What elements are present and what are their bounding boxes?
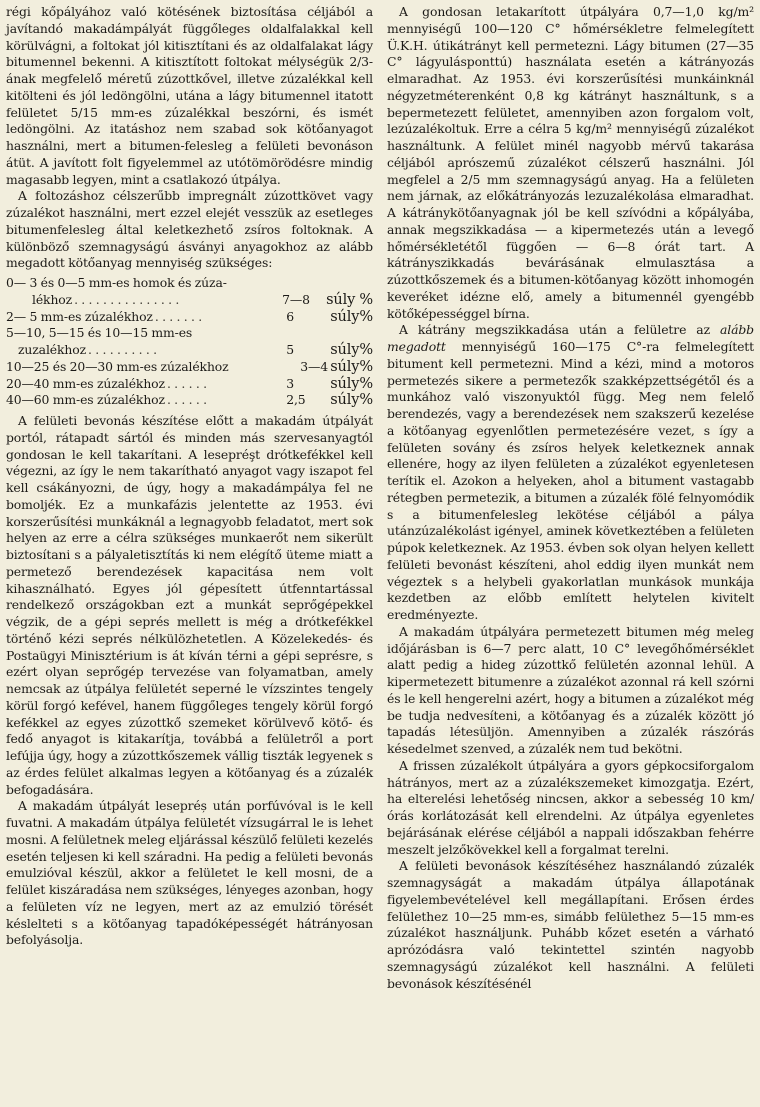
table-row-label: lékhoz — [32, 291, 73, 307]
table-row-value: 2,5 — [286, 392, 306, 408]
paragraph-left-1: régi kőpályához való kötésének biztosítása céljából a javítandó makadámpályát függőleges oldalfalakkal kell körülvágni, a foltokat jól kitisztítani és az oldalfalakat lágy bitumennel bekenni. A kitisztított foltokat mélységük 2/3-ának megfelelő méretű zúzottkővel, illetve zúzalékkal kell kitölteni és jól ledöngölni, utána a lágy bitumennel itatott felületet 5/15 mm-es zúzalékkal beszórni, és ismét ledöngölni. Az itatáshoz nem szabad sok kötőanyagot használni, mert a bitumen-felesleg a felületi bevonáson átüt. A javított folt figyelemmel az utótömörödésre mindig magasabb legyen, mint a csatlakozó útpálya. — [6, 4, 373, 187]
paragraph-left-2: A foltozáshoz célszerűbb impregnált zúzottkövet vagy zúzalékot használni, mert ezzel elejét vesszük az esetleges bitumenfelesleg által keletkezhető zsíros foltoknak. A különböző szemnagyságú ásványi anyagokhoz az alább megadott kötőanyag mennyiség szükséges: — [6, 188, 373, 271]
binder-quantity-table — [6, 275, 373, 409]
leader-dots: . . . . . . . . . . — [88, 342, 157, 357]
paragraph-right-5: A felületi bevonások készítéséhez használandó zúzalék szemnagyságát a makadám útpálya állapotának figyelembevételével kell megállapítani. Erősen érdes felülethez 10—25 mm-es, simább felülethez 5—15 mm-es zúzalékot használjunk. Puhább kőzet esetén a várható aprózódásra való tekintettel szintén nagyobb szemnagyságú zúzalékot kell használni. A felületi bevonások készítésénél — [387, 858, 754, 991]
paragraph-right-2 — [387, 322, 754, 624]
table-row-unit: súly% — [330, 358, 373, 375]
paragraph-left-4: A makadám útpályát lesepréș után porfúvóval is le kell fuvatni. A makadám útpálya felületét vízsugárral le is lehet mosni. A felületnek meleg eljárással készülő felületi kezelés esetén teljesen ki kell száradni. Ha pedig a felületi bevonás emulzióval készül, akkor a felületet le kell mosni, de a felület kiszáradása nem szükséges, lényeges azonban, hogy a felületen víz ne legyen, mert az az emulzió törését késlelteti s a kötőanyag tapadóképességét hátrányosan befolyásolja. — [6, 798, 373, 948]
table-row — [6, 275, 373, 292]
table-row-value: 6 — [286, 308, 294, 324]
table-row — [6, 392, 373, 409]
leader-dots: . . . . . . — [166, 375, 207, 391]
paragraph-right-1: A gondosan letakarított útpályára 0,7—1,0 kg/m² mennyiségű 100—120 C° hőmérsékletre felmelegített Ü.K.H. útikátrányt kell permetezni. Lágy bitumen (27—35 C° lágyulásponttú) használata esetén a kátrányozás elmaradhat. Az 1953. évi korszerűsítési munkáinknál négyzetméterenként 0,8 kg kátrányt használtunk, s a bepermetezett felületet, amennyiben azon forgalom volt, lezúzalékoltuk. Erre a célra 5 kg/m² mennyiségű zúzalékot használtunk. A felület minél nagyobb mérvű takarása céljából aprószemű zúzalékot célszerű használni. Jól megfelel a 2/5 mm szemnagyságú anyag. Ha a felületen nem járnak, az előkátrányozás lezuzalékolása elmaradhat. A kátránykötőanyagnak jól be kell szívódni a kőpályába, annak megszikkadása — a kipermetezés után a levegő hőmérsékletétől függően — 6—8 órát tart. A kátrányszikkadás bevárásának elmulasztása a zúzottkőszemek és a bitumen-kötőanyag között inhomogén keveréket idézne elő, amely a bitumennél gyengébb kötőképességgel bírna. — [387, 4, 754, 321]
paragraph-right-2-emphasis: alább megadott — [387, 322, 754, 354]
paragraph-right-2-rest: mennyiségű 160—175 C°-ra felmelegített bitument kell permetezni. Mind a kézi, mind a motoros permetezés sikere a permetezők szakképzettségétől és a munkához való viszonyuktól függ. Meg nem felelő berendezés, vagy a berendezések nem szakszerű kezelése a kötőanyag egyenlőtlen permetezésére vezet, s így a felületen sovány és zsíros helyek keletkeznek annak ellenére, hogy az ilyen felületen a zúzalékot egyenletesen terítik el. Azokon a helyeken, ahol a bitument vastagabb rétegben permetezik, a bitumen a zúzalék fölé felnyomódik s a bitumenfelesleg lekötése céljából a pálya utánzúzalékolást igényel, aminek következtében a felületen púpok keletkeznek. Az 1953. évben sok olyan helyen kellett felületi bevonást készíteni, ahol eddig ilyen munkát nem végeztek s a helybeli gyakorlatlan munkások munkája kezdetben az előbb említett helytelen kivitelt eredményezte. — [387, 339, 755, 622]
table-row — [6, 359, 373, 376]
table-row-label: 20—40 mm-es zúzalékhoz — [6, 375, 165, 391]
table-row-unit: súly% — [330, 308, 373, 325]
table-row-label: 10—25 és 20—30 mm-es zúzalékhoz — [6, 358, 229, 374]
table-row-label: 5—10, 5—15 és 10—15 mm-es — [6, 325, 193, 341]
table-row — [6, 309, 373, 326]
table-row-unit: súly% — [330, 342, 373, 358]
table-row-unit: súly % — [326, 291, 373, 308]
table-row-value: 5 — [286, 342, 294, 357]
table-row-unit: súly% — [330, 375, 373, 392]
leader-dots: . . . . . . . . . . . . . . . — [74, 291, 180, 307]
leader-dots: . . . . . . . — [154, 308, 203, 324]
right-column — [387, 4, 754, 1107]
paragraph-left-3: A felületi bevonás készítése előtt a makadám útpályát portól, rátapadt sártól és minden más szervesanyagtól gondosan le kell takarítani. A lesepréşt drótkefékkel kell végezni, az így le nem takarítható anyagot vagy iszapot fel kell csákányozni, de úgy, hogy a makadámpálya fel ne bomoljék. Ez a munkafázis jelentette az 1953. évi korszerűsítési munkáknál a legnagyobb feladatot, mert sok helyen az erre a célra szükséges munkaerőt nem sikerült biztosítani s a pályaletisztítás ki nem elégítő üteme miatt a permetező berendezések kapacitása nem volt kihasználható. Egyes jól gépesített útfenntartással rendelkező országokban ezt a munkát seprőgépekkel végzik, de a gépi seprés mellett is még a drótkefékkel történő kézi seprés nélkülözhetetlen. A Közelekedés- és Postaügyi Minisztérium is át kíván térni a gépi seprésre, s ezért olyan seprőgép tervezése van folyamatban, amely nemcsak az útpálya felületét seperné le vízszintes tengely körül forgó kefével, hanem függőleges tengely körül forgó kefékkel az egyes zúzottkő szemeket körülvevő kötő- és fedő anyagot is kitakarítja, továbbá a felületről a port lefújja úgy, hogy a zúzottkőszemek vállig tiszták legyenek s az érdes felület alkalmas legyen a kötőanyag és a zúzalék befogadására. — [6, 413, 373, 797]
table-row-value: 3 — [286, 375, 294, 391]
table-row-label: 2— 5 mm-es zúzalékhoz — [6, 308, 153, 324]
paragraph-right-3: A makadám útpályára permetezett bitumen még meleg időjárásban is 6—7 perc alatt, 10 C° levegőhőmérséklet alatt pedig a hideg zúzottkő felületén azonnal lehül. A kipermetezett bitumenre a zúzalékot azonnal rá kell szórni és le kell hengerelni azért, hogy a bitumen a zúzalékot még be tudja nedvesíteni, a kötőanyag és a zúzalék között jó tapadás létesüljön. Amennyiben a zúzalék rászórás késedelmet szenved, a zúzalék nem tud bekötni. — [387, 623, 754, 756]
paragraph-right-4: A frissen zúzalékolt útpályára a gyors gépkocsiforgalom hátrányos, mert az a zúzalékszemeket kimozgatja. Ezért, ha elterelési lehetőség nincsen, akkor a sebesség 10 km/órás korlátozását kell elrendelni. Az útpálya egyenletes bejárásának elérése céljából a nappali időszakban fehérre meszelt jelzőkövekkel kell a forgalmat terelni. — [387, 757, 754, 857]
table-row — [6, 342, 373, 359]
table-row-value: 3—4 — [300, 358, 329, 374]
table-row-label: 40—60 mm-es zúzalékhoz — [6, 392, 165, 408]
table-row — [6, 292, 373, 309]
left-column — [6, 4, 373, 1107]
table-row-label: zuzalékhoz — [18, 342, 86, 357]
paragraph-right-2-start: A kátrány megszikkadása után a felületre az — [399, 322, 710, 338]
table-row-value: 7—8 — [282, 291, 310, 307]
leader-dots: . . . . . . — [166, 392, 207, 408]
table-row-unit: súly% — [330, 392, 373, 409]
table-row-label: 0— 3 és 0—5 mm-es homok és zúza- — [6, 275, 227, 290]
table-row — [6, 376, 373, 393]
table-row — [6, 325, 373, 342]
